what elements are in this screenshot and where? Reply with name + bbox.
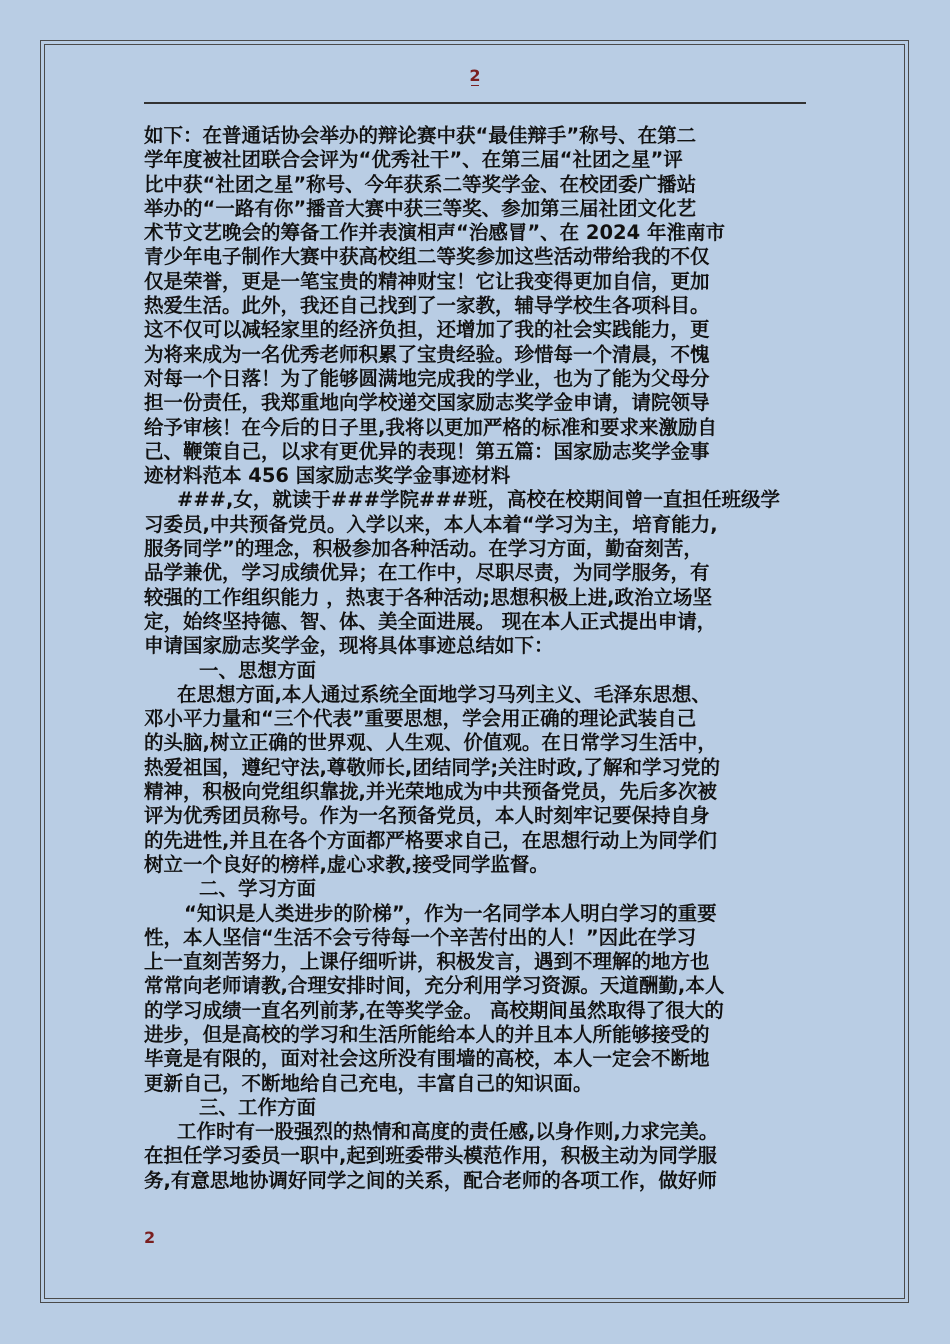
body-line: 青少年电子制作大赛中获高校组二等奖参加这些活动带给我的不仅 xyxy=(144,245,710,269)
body-line: 仅是荣誉，更是一笔宝贵的精神财宝！它让我变得更加自信，更加 xyxy=(144,269,710,293)
section-heading: 三、工作方面 xyxy=(199,1095,317,1119)
section-heading: 一、思想方面 xyxy=(199,658,317,682)
body-line: 务,有意思地协调好同学之间的关系，配合老师的各项工作，做好师 xyxy=(144,1168,717,1192)
section-heading: 二、学习方面 xyxy=(199,877,317,901)
body-line: 邓小平力量和“三个代表”重要思想，学会用正确的理论武装自己 xyxy=(144,707,697,731)
body-line: 在担任学习委员一职中,起到班委带头模范作用，积极主动为同学服 xyxy=(144,1144,717,1168)
body-line: 为将来成为一名优秀老师积累了宝贵经验。珍惜每一个清晨，不愧 xyxy=(144,342,710,366)
body-line: 术节文艺晚会的筹备工作并表演相声“治感冒”、在 2024 年淮南市 xyxy=(144,221,725,245)
body-line: 申请国家励志奖学金，现将具体事迹总结如下： xyxy=(144,634,554,658)
body-line: 热爱生活。此外，我还自己找到了一家教，辅导学校生各项科目。 xyxy=(144,294,710,318)
body-line: 迹材料范本 456 国家励志奖学金事迹材料 xyxy=(144,464,511,488)
body-line: 树立一个良好的榜样,虚心求教,接受同学监督。 xyxy=(144,852,549,876)
body-line: 热爱祖国，遵纪守法,尊敬师长,团结同学;关注时政,了解和学习党的 xyxy=(144,755,721,779)
body-line: 工作时有一股强烈的热情和高度的责任感,以身作则,力求完美。 xyxy=(177,1120,719,1144)
body-line: 上一直刻苦努力，上课仔细听讲，积极发言，遇到不理解的地方也 xyxy=(144,950,710,974)
body-line: “知识是人类进步的阶梯”，作为一名同学本人明白学习的重要 xyxy=(184,901,717,925)
body-line: 对每一个日落！为了能够圆满地完成我的学业，也为了能为父母分 xyxy=(144,366,710,390)
document-body xyxy=(144,124,816,1193)
body-line: 己、鞭策自己，以求有更优异的表现！第五篇：国家励志奖学金事 xyxy=(144,439,710,463)
body-line: 担一份责任，我郑重地向学校递交国家励志奖学金申请，请院领导 xyxy=(144,391,710,415)
header-rule xyxy=(144,102,806,104)
body-line: 更新自己，不断地给自己充电，丰富自己的知识面。 xyxy=(144,1071,593,1095)
header-page-number-underline xyxy=(471,85,479,86)
body-line: 精神，积极向党组织靠拢,并光荣地成为中共预备党员，先后多次被 xyxy=(144,780,717,804)
body-line: 在思想方面,本人通过系统全面地学习马列主义、毛泽东思想、 xyxy=(177,682,711,706)
body-line: 服务同学”的理念，积极参加各种活动。在学习方面，勤奋刻苦， xyxy=(144,537,703,561)
body-line: 较强的工作组织能力 ，热衷于各种活动;思想积极上进,政治立场坚 xyxy=(144,585,712,609)
footer-page-number: 2 xyxy=(144,1228,156,1247)
body-line: 举办的“一路有你”播音大赛中获三等奖、参加第三届社团文化艺 xyxy=(144,196,697,220)
body-line: 比中获“社团之星”称号、今年获系二等奖学金、在校团委广播站 xyxy=(144,172,697,196)
body-line: 学年度被社团联合会评为“优秀社干”、在第三届“社团之星”评 xyxy=(144,148,683,172)
body-line: ###,女，就读于###学院###班，高校在校期间曾一直担任班级学 xyxy=(177,488,780,512)
body-line: 评为优秀团员称号。作为一名预备党员，本人时刻牢记要保持自身 xyxy=(144,804,710,828)
body-line: 毕竟是有限的，面对社会这所没有围墙的高校，本人一定会不断地 xyxy=(144,1047,710,1071)
body-line: 的学习成绩一直名列前茅,在等奖学金。 高校期间虽然取得了很大的 xyxy=(144,998,724,1022)
body-line: 的头脑,树立正确的世界观、人生观、价值观。在日常学习生活中， xyxy=(144,731,717,755)
body-line: 习委员,中共预备党员。入学以来，本人本着“学习为主，培育能力, xyxy=(144,512,718,536)
body-line: 如下：在普通话协会举办的辩论赛中获“最佳辩手”称号、在第二 xyxy=(144,124,697,147)
body-line: 给予审核！在今后的日子里,我将以更加严格的标准和要求来激励自 xyxy=(144,415,717,439)
body-line: 的先进性,并且在各个方面都严格要求自己，在思想行动上为同学们 xyxy=(144,828,717,852)
body-line: 定，始终坚持德、智、体、美全面进展。 现在本人正式提出申请， xyxy=(144,609,717,633)
body-line: 这不仅可以减轻家里的经济负担，还增加了我的社会实践能力，更 xyxy=(144,318,710,342)
body-line: 进步，但是高校的学习和生活所能给本人的并且本人所能够接受的 xyxy=(144,1022,710,1046)
body-line: 性，本人坚信“生活不会亏待每一个辛苦付出的人！”因此在学习 xyxy=(144,925,697,949)
header-page-number: 2 xyxy=(469,66,481,85)
body-line: 常常向老师请教,合理安排时间，充分利用学习资源。天道酬勤,本人 xyxy=(144,974,725,998)
body-line: 品学兼优，学习成绩优异；在工作中，尽职尽责，为同学服务，有 xyxy=(144,561,710,585)
